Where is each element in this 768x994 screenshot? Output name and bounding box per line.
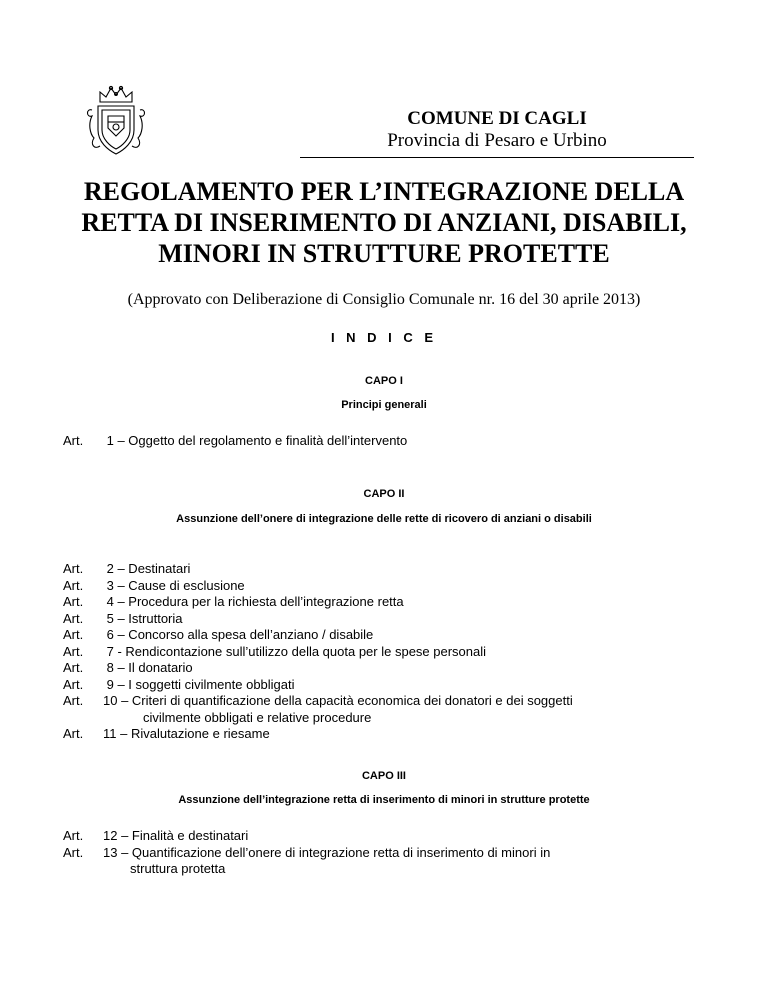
article-title: 3 – Cause di esclusione (103, 577, 245, 593)
title-line: RETTA DI INSERIMENTO DI ANZIANI, DISABILI, (81, 208, 687, 237)
article-entry (63, 611, 703, 628)
article-list (63, 433, 703, 450)
article-title: 5 – Istruttoria (103, 610, 183, 626)
article-prefix: Art. (63, 844, 84, 860)
article-prefix: Art. (63, 577, 84, 593)
article-entry (63, 660, 703, 677)
article-prefix: Art. (63, 561, 84, 576)
article-title: 8 – Il donatario (103, 660, 193, 675)
approval-note: (Approvato con Deliberazione di Consiglio Comunale nr. 16 del 30 aprile 2013) (127, 291, 641, 308)
article-continuation: struttura protetta (130, 861, 226, 876)
article-prefix: Art. (63, 594, 84, 609)
article-entry (63, 561, 703, 578)
municipality-header (300, 108, 694, 152)
capo-subtitle: Assunzione dell’integrazione retta di inserimento di minori in strutture protette (178, 794, 590, 806)
article-title: 1 – Oggetto del regolamento e finalità dell’intervento (103, 433, 408, 448)
title-line: REGOLAMENTO PER L’INTEGRAZIONE DELLA (83, 177, 685, 206)
article-title: 9 – I soggetti civilmente obbligati (103, 676, 295, 692)
article-title: 11 – Rivalutazione e riesame (103, 726, 270, 741)
article-prefix: Art. (63, 627, 84, 642)
article-title: 6 – Concorso alla spesa dell’anziano / disabile (103, 627, 374, 642)
article-list (63, 828, 703, 878)
coat-of-arms-logo (84, 84, 148, 158)
article-entry (63, 627, 703, 644)
article-continuation: civilmente obbligati e relative procedure (143, 709, 372, 725)
article-prefix: Art. (63, 676, 84, 692)
capo-heading: CAPO III (361, 770, 406, 782)
article-list (63, 561, 703, 743)
capo-heading: CAPO I (365, 375, 403, 387)
capo-subtitle: Principi generali (341, 399, 427, 411)
article-entry (63, 433, 703, 450)
article-entry (63, 578, 703, 595)
capo-subtitle: Assunzione dell’onere di integrazione delle rette di ricovero di anziani o disabili (176, 513, 592, 525)
province-name: Provincia di Pesaro e Urbino (387, 130, 607, 151)
article-title: 2 – Destinatari (103, 561, 191, 576)
article-entry (63, 828, 703, 845)
article-title: 4 – Procedura per la richiesta dell’integrazione retta (103, 594, 404, 609)
article-title: 12 – Finalità e destinatari (103, 828, 249, 843)
article-prefix: Art. (63, 828, 84, 843)
article-title: 7 - Rendicontazione sull’utilizzo della quota per le spese personali (103, 643, 487, 659)
article-entry (63, 726, 703, 743)
article-title: 13 – Quantificazione dell’onere di integrazione retta di inserimento di minori in (103, 844, 551, 860)
article-prefix: Art. (63, 726, 84, 741)
document-title (40, 176, 728, 269)
article-title: 10 – Criteri di quantificazione della capacità economica dei donatori e dei soggetti (103, 693, 573, 708)
header-divider (300, 157, 694, 158)
article-prefix: Art. (63, 433, 84, 448)
article-prefix: Art. (63, 610, 84, 626)
index-heading: I N D I C E (330, 330, 438, 345)
capo-heading: CAPO II (363, 488, 405, 500)
article-prefix: Art. (63, 693, 84, 708)
municipality-name: COMUNE DI CAGLI (407, 108, 587, 129)
title-line: MINORI IN STRUTTURE PROTETTE (158, 239, 610, 268)
article-entry (63, 845, 703, 862)
article-entry (63, 677, 703, 694)
article-entry (63, 644, 703, 661)
article-prefix: Art. (63, 643, 84, 659)
article-prefix: Art. (63, 660, 84, 675)
article-entry (63, 693, 703, 710)
article-entry (63, 594, 703, 611)
